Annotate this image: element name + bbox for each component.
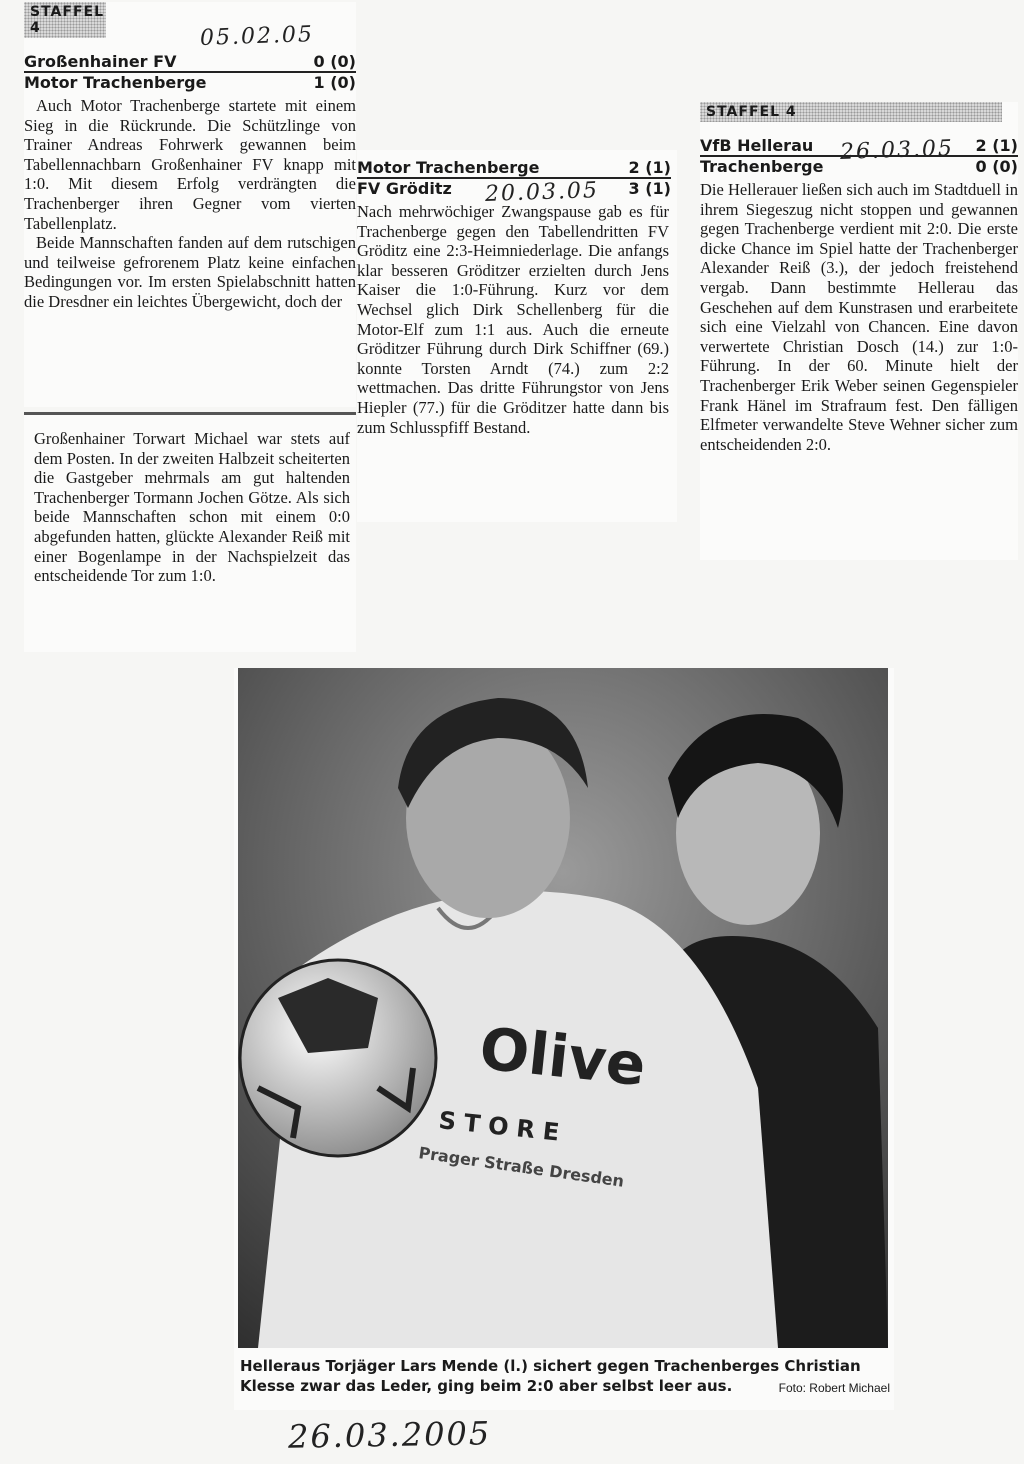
away-team: Motor Trachenberge	[24, 73, 207, 92]
paragraph: Auch Motor Trachenberge startete mit einem Sieg in die Rückrunde. Die Schützlinge von Trainer Andreas Fohrwerk gewannen beim Tabellennachbarn Großenhainer FV knapp mit 1:0. Mit diesem Erfolg verdrängten die Trachenberger ihren Gegner vom vierten Tabellenplatz.	[24, 96, 356, 233]
article-body	[24, 419, 356, 586]
article-body	[357, 202, 677, 437]
article-body	[24, 96, 356, 312]
footer-handwritten-date: 26.03.2005	[287, 1414, 492, 1456]
home-score: 0 (0)	[313, 52, 356, 71]
handwritten-date: 05.02.05	[199, 22, 315, 51]
away-score: 1 (0)	[313, 73, 356, 92]
article-grossenhain	[24, 2, 356, 407]
home-team: Motor Trachenberge	[357, 158, 540, 177]
home-team: VfB Hellerau	[700, 136, 814, 155]
home-team: Großenhainer FV	[24, 52, 177, 71]
away-team: FV Gröditz	[357, 179, 452, 198]
paragraph: Nach mehrwöchiger Zwangspause gab es für Trachenberge gegen den Tabellendritten FV Gröditz eine 2:3-Heimniederlage. Die anfangs klar besseren Gröditzer erzielten durch Jens Kaiser die 1:0-Führung. Kurz vor dem Wechsel glich Dirk Schellenberg für die Motor-Elf zum 1:1 aus. Auch die erneute Gröditzer Führung durch Dirk Schiffner (69.) konnte Torsten Arndt (74.) zum 2:2 wettmachen. Das dritte Führungstor von Jens Hiepler (77.) für die Gröditzer hatte dann bis zum Schlusspfiff Bestand.	[357, 202, 669, 437]
away-score: 3 (1)	[628, 179, 671, 198]
result-away	[24, 73, 356, 92]
handwritten-date: 20.03.05	[484, 178, 600, 207]
handwritten-date: 26.03.05	[839, 136, 955, 165]
away-team: Trachenberge	[700, 157, 824, 176]
article-grossenhain-continuation	[24, 412, 356, 652]
photo-credit: Foto: Robert Michael	[778, 1381, 890, 1395]
caption-text: Helleraus Torjäger Lars Mende (l.) sichert gegen Trachenberges Christian Klesse zwar das Leder, ging beim 2:0 aber selbst leer aus.	[240, 1357, 861, 1395]
staffel-label: STAFFEL 4	[700, 102, 1002, 122]
paragraph: Die Hellerauer ließen sich auch im Stadtduell in ihrem Siegeszug nicht stoppen und gewannen gegen Trachenberge verdient mit 2:0. Die erste dicke Chance im Spiel hatte der Trachenberger Alexander Reiß (3.), der jedoch freistehend vergab. Dann bestimmte Hellerau das Geschehen auf dem Kunstrasen und erarbeitete sich eine Vielzahl von Chancen. Eine davon verwertete Christian Dosch (14.) zur 1:0-Führung. In der 60. Minute hielt der Trachenberger Erik Weber seinen Gegenspieler Frank Hänel im Strafraum fest. Den fälligen Elfmeter verwandelte Steve Wehner sicher zum entscheidenden 2:0.	[700, 180, 1018, 454]
paragraph: Großenhainer Torwart Michael war stets auf dem Posten. In der zweiten Halbzeit scheiterten die Gastgeber mehrmals am gut haltenden Trachenberger Tormann Jochen Götze. Als sich beide Mannschaften schon mit einem 0:0 abgefunden hatten, glückte Alexander Reiß mit einer Bogenlampe in der Nachspielzeit das entscheidende Tor zum 1:0.	[34, 429, 350, 586]
article-groeditz	[357, 150, 677, 522]
home-score: 2 (1)	[628, 158, 671, 177]
staffel-label: STAFFEL 4	[24, 2, 106, 38]
article-hellerau	[700, 102, 1018, 560]
result-home	[24, 52, 356, 73]
shirt-store: STORE	[437, 1106, 569, 1148]
result-home	[357, 158, 671, 179]
shirt-address: Prager Straße Dresden	[417, 1143, 626, 1191]
shirt-brand: Olive	[476, 1014, 649, 1100]
away-score: 0 (0)	[975, 157, 1018, 176]
football-photo	[238, 668, 888, 1348]
photo-clipping	[234, 668, 894, 1410]
photo-caption	[240, 1356, 890, 1398]
paragraph: Beide Mannschaften fanden auf dem rutschigen und teilweise gefrorenem Platz keine einfachen Bedingungen vor. Im ersten Spielabschnitt hatten die Dresdner ein leichtes Übergewicht, doch der	[24, 233, 356, 311]
home-score: 2 (1)	[975, 136, 1018, 155]
article-body	[700, 180, 1018, 454]
